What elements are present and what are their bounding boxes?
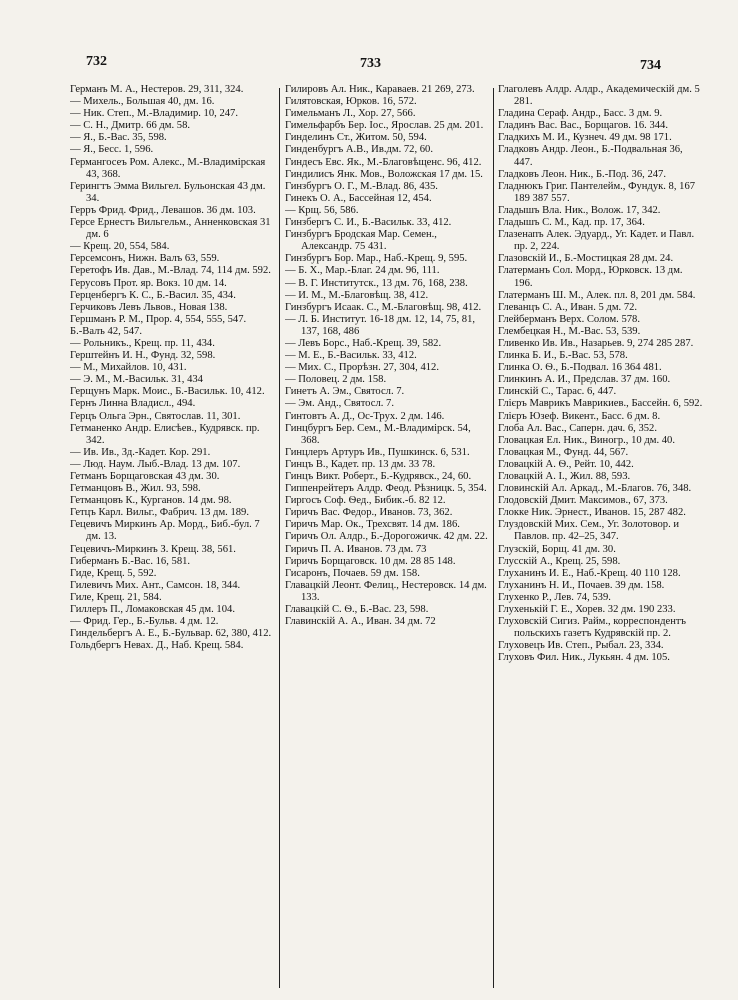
directory-entry: Гилировъ Ал. Ник., Караваев. 21 269, 273. bbox=[285, 84, 475, 95]
directory-entry: Гинзбургъ Бродская Мар. Семен., Александр. 75 431. bbox=[285, 229, 437, 253]
directory-entry: Гинзбергъ С. И., Б.-Васильк. 33, 412. bbox=[285, 217, 452, 229]
directory-entry: Гетманцовъ В., Жил. 93, 598. bbox=[70, 483, 201, 495]
directory-entry: Гиде, Крещ. 5, 592. bbox=[70, 567, 157, 579]
directory-entry: — Э. М., М.-Васильк. 31, 434 bbox=[70, 374, 203, 386]
directory-entry: Гладнюкъ Григ. Пантелейм., Фундук. 8, 167 189 387 557. bbox=[498, 180, 696, 204]
directory-entry: Глатерманъ Сол. Морд., Юрковск. 13 дм. 196. bbox=[498, 265, 683, 289]
directory-entry: — И. М., М.-Благовѣщ. 38, 412. bbox=[285, 289, 429, 301]
directory-entry: Глазовскій И., Б.-Мостицкая 28 дм. 24. bbox=[498, 253, 674, 265]
directory-entry: Гладкихъ М. И., Кузнеч. 49 дм. 98 171. bbox=[498, 132, 672, 144]
directory-entry: Глатерманъ Ш. М., Алек. пл. 8, 201 дм. 584. bbox=[498, 289, 696, 301]
directory-entry: Гиричъ Ол. Алдр., Б.-Дорогожичк. 42 дм. 22. bbox=[285, 531, 488, 543]
directory-entry: — Ник. Степ., М.-Владимир. 10, 247. bbox=[70, 108, 238, 120]
directory-entry: Гловацкая Ел. Ник., Виногр., 10 дм. 40. bbox=[498, 434, 675, 446]
directory-entry: Глодовскій Дмит. Максимов., 67, 373. bbox=[498, 495, 668, 507]
directory-entry: Германъ М. А., Нестеров. 29, 311, 324. bbox=[70, 84, 244, 95]
directory-entry: Гиргосъ Соф. Ѳед., Бибик.-б. 82 12. bbox=[285, 495, 446, 507]
directory-entry: — Крещ. 20, 554, 584. bbox=[70, 241, 170, 253]
directory-entry: Гладышъ С. М., Кад. пр. 17, 364. bbox=[498, 217, 645, 229]
directory-entry: Гиндельбергъ А. Е., Б.-Бульвар. 62, 380, 412. bbox=[70, 628, 272, 640]
page-number-right: 734 bbox=[640, 58, 661, 73]
directory-entry: Гинделинъ Ст., Житом. 50, 594. bbox=[285, 132, 427, 144]
directory-entry: Гинетъ А. Эм., Святосл. 7. bbox=[285, 386, 405, 398]
directory-entry: Глуздовскій Мих. Сем., Уг. Золотовор. и Павлов. пр. 42–25, 347. bbox=[498, 519, 680, 543]
directory-entry: Глієръ Юзеф. Викент., Басс. 6 дм. 8. bbox=[498, 410, 661, 422]
directory-entry: — Михель., Большая 40, дм. 16. bbox=[70, 96, 215, 108]
column-divider bbox=[279, 88, 280, 988]
directory-entry: Глоба Ал. Вас., Саперн. дач. 6, 352. bbox=[498, 422, 657, 434]
directory-entry: Гиндилисъ Янк. Мов., Воложская 17 дм. 15. bbox=[285, 168, 483, 180]
directory-entry: Гладковъ Андр. Леон., Б.-Подвальная 36, 447. bbox=[498, 144, 683, 168]
directory-entry: Глинскій С., Тарас. 6, 447. bbox=[498, 386, 617, 398]
directory-entry: Глембецкая Н., М.-Вас. 53, 539. bbox=[498, 325, 641, 337]
directory-entry: Б.-Валъ 42, 547. bbox=[70, 325, 142, 337]
directory-entry: Глинкинъ А. И., Предслав. 37 дм. 160. bbox=[498, 374, 671, 386]
directory-entry: Гимельманъ Л., Хор. 27, 566. bbox=[285, 108, 416, 120]
directory-entry: Глузскій, Борщ. 41 дм. 30. bbox=[498, 543, 616, 555]
directory-entry: Глієръ Маврикъ Маврикиев., Бассейн. 6, 592. bbox=[498, 398, 703, 410]
directory-entry: Глуховскій Сигиз. Райм., корреспондентъ польскихъ газетъ Кудрявскій пр. 2. bbox=[498, 616, 686, 640]
directory-entry: Глухенькій Г. Е., Хорев. 32 дм. 190 233. bbox=[498, 604, 676, 616]
directory-entry: Гладина Сераф. Андр., Басс. 3 дм. 9. bbox=[498, 108, 663, 120]
directory-entry: — Фрид. Гер., Б.-Бульв. 4 дм. 12. bbox=[70, 616, 219, 628]
directory-entry: Гинцбургъ Бер. Сем., М.-Владимірск. 54, 368. bbox=[285, 422, 471, 446]
column-divider bbox=[493, 88, 494, 988]
directory-entry: Глуховъ Фил. Ник., Лукьян. 4 дм. 105. bbox=[498, 652, 670, 664]
directory-entry: Гисаронъ, Почаев. 59 дм. 158. bbox=[285, 567, 420, 579]
directory-entry: Гиллеръ П., Ломаковская 45 дм. 104. bbox=[70, 604, 235, 616]
directory-entry: — Крщ. 56, 586. bbox=[285, 204, 359, 216]
directory-entry: Гинзбургъ Бор. Мар., Наб.-Крещ. 9, 595. bbox=[285, 253, 468, 265]
directory-entry: Глинка Б. И., Б.-Вас. 53, 578. bbox=[498, 350, 628, 362]
directory-entry: Гловацкій А. І., Жил. 88, 593. bbox=[498, 471, 631, 482]
directory-entry: Гиндесъ Евс. Як., М.-Благовѣщенс. 96, 412. bbox=[285, 156, 482, 168]
directory-entry: Гетманенко Андр. Елисѣев., Кудрявск. пр. 342. bbox=[70, 422, 260, 446]
directory-entry: Гецевичъ-Миркинъ З. Крещ. 38, 561. bbox=[70, 543, 236, 555]
directory-entry: — М., Михайлов. 10, 431. bbox=[70, 362, 187, 374]
directory-entry: — М. Е., Б.-Васильк. 33, 412. bbox=[285, 350, 417, 362]
directory-entry: Гловацкій А. Ѳ., Рейт. 10, 442. bbox=[498, 458, 634, 470]
directory-entry: Глаголевъ Алдр. Алдр., Академическій дм. 5 281. bbox=[498, 84, 700, 108]
directory-entry: Гиричъ Мар. Ок., Трехсвят. 14 дм. 186. bbox=[285, 519, 460, 531]
page-number-left: 732 bbox=[86, 54, 107, 69]
directory-entry: — Ив. Ив., Зд.-Кадет. Кор. 291. bbox=[70, 446, 211, 458]
directory-entry: Герщунъ Марк. Моис., Б.-Васильк. 10, 412. bbox=[70, 386, 265, 398]
directory-entry: Гилевичъ Мих. Ант., Самсон. 18, 344. bbox=[70, 579, 241, 591]
directory-entry: Герцъ Ольга Эрн., Святослав. 11, 301. bbox=[70, 410, 241, 422]
directory-entry: Гиппенрейтеръ Алдр. Феод. Рѣзницк. 5, 354. bbox=[285, 483, 487, 495]
directory-column-1 bbox=[70, 84, 275, 989]
directory-entry: Германгосеъ Ром. Алекс., М.-Владимірская 43, 368. bbox=[70, 156, 266, 180]
directory-entry: Гиричъ Борщаговск. 10 дм. 28 85 148. bbox=[285, 555, 456, 567]
directory-entry: Глеванцъ С. А., Иван. 5 дм. 72. bbox=[498, 301, 638, 313]
directory-entry: Глазенапъ Алек. Эдуард., Уг. Кадет. и Павл. пр. 2, 224. bbox=[498, 229, 695, 253]
directory-entry: Герштейнъ И. Н., Фунд. 32, 598. bbox=[70, 350, 216, 362]
directory-entry: Герръ Фрид. Фрид., Левашов. 36 дм. 103. bbox=[70, 204, 256, 216]
directory-entry: Глинка О. Ѳ., Б.-Подвал. 16 364 481. bbox=[498, 362, 662, 374]
directory-entry: Герсе Ернестъ Вильгельм., Анненковская 31 дм. 6 bbox=[70, 217, 271, 241]
directory-entry: Гинзбургъ О. Г., М.-Влад. 86, 435. bbox=[285, 180, 438, 192]
directory-entry: Глейберманъ Верх. Солом. 578. bbox=[498, 313, 641, 325]
directory-entry: Главацкій С. Ѳ., Б.-Вас. 23, 598. bbox=[285, 604, 429, 616]
directory-entry: Глухенко Р., Лев. 74, 539. bbox=[498, 591, 611, 603]
directory-entry: Главацкій Леонт. Фелиц., Нестеровск. 14 дм. 133. bbox=[285, 579, 487, 603]
directory-entry: Гинтовтъ А. Д., Ос-Трух. 2 дм. 146. bbox=[285, 410, 445, 422]
directory-entry: Гиричъ П. А. Иванов. 73 дм. 73 bbox=[285, 543, 427, 555]
directory-entry: Гловинскій Ал. Аркад., М.-Благов. 76, 348. bbox=[498, 483, 692, 495]
directory-entry: Гетманъ Борщаговская 43 дм. 30. bbox=[70, 471, 220, 482]
directory-entry: — В. Г. Институтск., 13 дм. 76, 168, 238. bbox=[285, 277, 468, 289]
directory-entry: Гладинъ Вас. Вас., Борщагов. 16. 344. bbox=[498, 120, 668, 132]
directory-column-3 bbox=[498, 84, 703, 989]
directory-entry: — Л. Б. Институт. 16-18 дм. 12, 14, 75, 81, 137, 168, 486 bbox=[285, 313, 476, 337]
directory-entry: Глокке Ник. Эрнест., Иванов. 15, 287 482. bbox=[498, 507, 686, 519]
directory-entry: Геретофъ Ив. Дав., М.-Влад. 74, 114 дм. 592. bbox=[70, 265, 271, 277]
directory-entry: Глусскій А., Крещ. 25, 598. bbox=[498, 555, 621, 567]
directory-entry: Гладышъ Вла. Ник., Волож. 17, 342. bbox=[498, 204, 661, 216]
directory-entry: — Я., Бесс. 1, 596. bbox=[70, 144, 154, 156]
directory-entry: — Люд. Наум. Лыб.-Влад. 13 дм. 107. bbox=[70, 458, 241, 470]
directory-entry: — Половец. 2 дм. 158. bbox=[285, 374, 387, 386]
directory-entry: Герингтъ Эмма Вильгел. Бульонская 43 дм. 34. bbox=[70, 180, 266, 204]
directory-entry: Герценбергъ К. С., Б.-Васил. 35, 434. bbox=[70, 289, 236, 301]
directory-entry: — Б. Х., Мар.-Благ. 24 дм. 96, 111. bbox=[285, 265, 440, 277]
directory-entry: Герсемсонъ, Нижн. Валъ 63, 559. bbox=[70, 253, 220, 265]
directory-entry: Гинцъ Викт. Роберт., Б.-Кудрявск., 24, 60. bbox=[285, 471, 472, 482]
directory-entry: — Рольникъ., Крещ. пр. 11, 434. bbox=[70, 337, 215, 349]
page-number-center: 733 bbox=[360, 56, 381, 71]
directory-entry: Гинденбургъ А.В., Ив.дм. 72, 60. bbox=[285, 144, 434, 156]
directory-entry: Гловацкая М., Фунд. 44, 567. bbox=[498, 446, 629, 458]
directory-entry: Гливенко Ив. Ив., Назарьев. 9, 274 285 287. bbox=[498, 337, 694, 349]
directory-entry: Гилятовская, Юрков. 16, 572. bbox=[285, 96, 417, 108]
directory-entry: Гершманъ Р. М., Прор. 4, 554, 555, 547. bbox=[70, 313, 247, 325]
directory-entry: Герусовъ Прот. яр. Вокз. 10 дм. 14. bbox=[70, 277, 227, 289]
directory-entry: Главинскій А. А., Иван. 34 дм. 72 bbox=[285, 616, 436, 628]
directory-entry: Гетцъ Карл. Вильг., Фабрич. 13 дм. 189. bbox=[70, 507, 249, 519]
directory-entry: — Мих. С., Прорѣзн. 27, 304, 412. bbox=[285, 362, 439, 374]
directory-entry: Герчиковъ Левъ Львов., Новая 138. bbox=[70, 301, 228, 313]
directory-entry: Гетманцовъ К., Курганов. 14 дм. 98. bbox=[70, 495, 232, 507]
directory-entry: Гецевичъ Миркинъ Ар. Морд., Биб.-бул. 7 дм. 13. bbox=[70, 519, 260, 543]
directory-entry: Гимельфарбъ Бер. Іос., Ярослав. 25 дм. 201. bbox=[285, 120, 484, 132]
directory-entry: Гладковъ Леон. Ник., Б.-Под. 36, 247. bbox=[498, 168, 666, 180]
directory-entry: Глуханинъ И. Е., Наб.-Крещ. 40 110 128. bbox=[498, 567, 681, 579]
page-header bbox=[0, 0, 738, 78]
directory-entry: Гинзбургъ Исаак. С., М.-Благовѣщ. 98, 412. bbox=[285, 301, 482, 313]
directory-entry: Гинцъ В., Кадет. пр. 13 дм. 33 78. bbox=[285, 458, 436, 470]
directory-entry: Гинцлеръ Артуръ Ив., Пушкинск. 6, 531. bbox=[285, 446, 470, 458]
directory-entry: — Левъ Борс., Наб.-Крещ. 39, 582. bbox=[285, 337, 442, 349]
directory-entry: Гиричъ Вас. Федор., Иванов. 73, 362. bbox=[285, 507, 453, 519]
directory-entry: — Эм. Анд., Святосл. 7. bbox=[285, 398, 394, 410]
directory-entry: Гиле, Крещ. 21, 584. bbox=[70, 591, 162, 603]
directory-entry: Гиберманъ Б.-Вас. 16, 581. bbox=[70, 555, 191, 567]
directory-entry: — С. Н., Дмитр. 66 дм. 58. bbox=[70, 120, 191, 132]
directory-entry: Гинекъ О. А., Бассейная 12, 454. bbox=[285, 192, 432, 204]
directory-column-2 bbox=[285, 84, 490, 989]
directory-entry: — Я., Б.-Вас. 35, 598. bbox=[70, 132, 167, 144]
directory-entry: Глуханинъ Н. И., Почаев. 39 дм. 158. bbox=[498, 579, 665, 591]
directory-entry: Гольдбергъ Невах. Д., Наб. Крещ. 584. bbox=[70, 640, 244, 652]
directory-entry: Глуховецъ Ив. Степ., Рыбал. 23, 334. bbox=[498, 640, 664, 652]
directory-entry: Гернъ Линна Владисл., 494. bbox=[70, 398, 196, 410]
